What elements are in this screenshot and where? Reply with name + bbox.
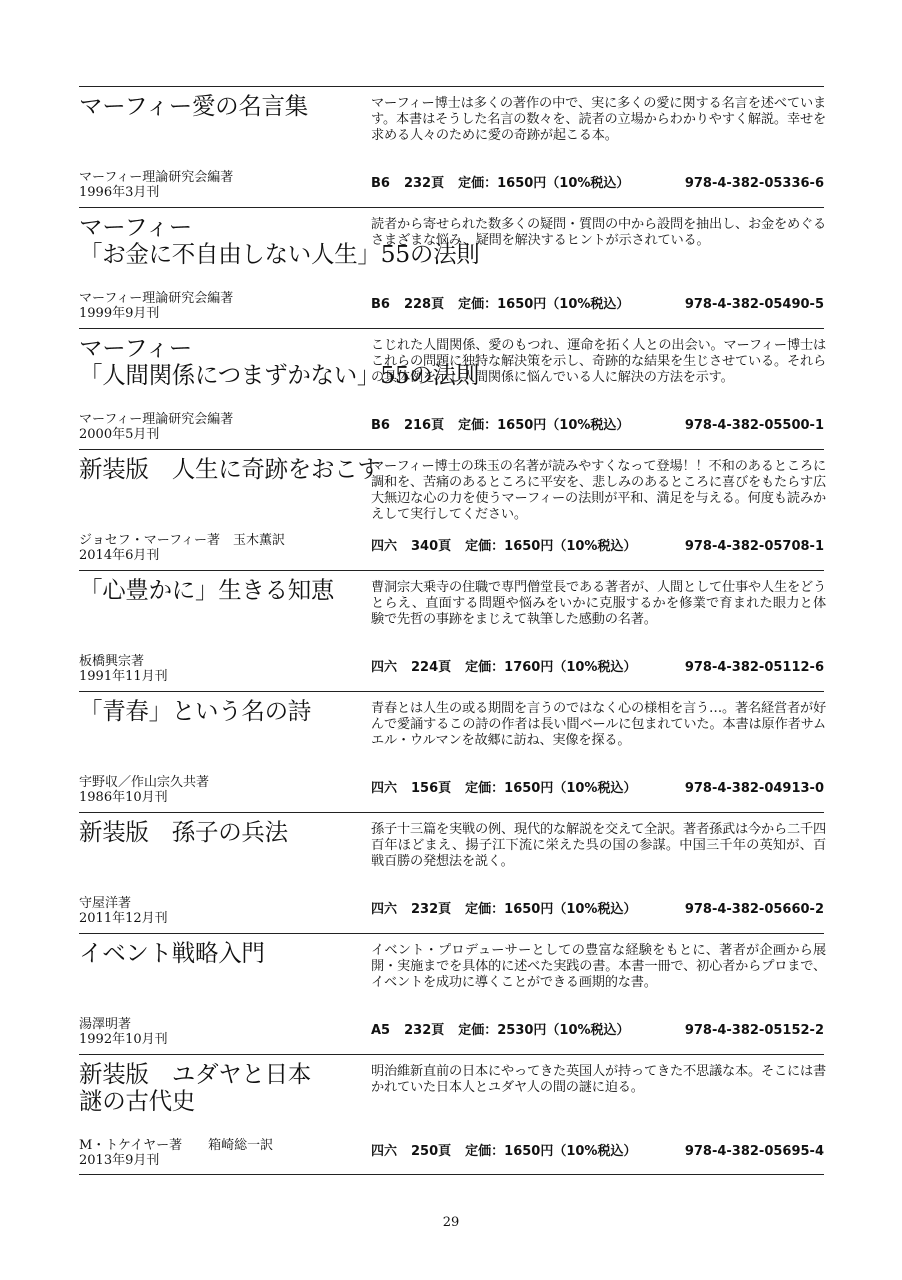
book-title-line: 「青春」という名の詩 — [79, 697, 311, 725]
book-author — [79, 291, 369, 321]
book-isbn: 978-4-382-05695-4 — [684, 1144, 824, 1159]
book-isbn: 978-4-382-04913-0 — [684, 781, 824, 796]
book-format: A5 — [371, 1023, 391, 1038]
book-entry — [79, 691, 824, 812]
book-entry — [79, 570, 824, 691]
author-name: 板橋興宗著 — [79, 654, 145, 669]
book-price: 定価：2530円（10%税込） — [458, 1023, 630, 1038]
book-pages: 232頁 — [404, 1023, 445, 1038]
book-entry — [79, 328, 824, 449]
book-info — [371, 539, 824, 555]
book-title — [79, 577, 369, 604]
book-title-line: マーフィー — [79, 213, 192, 241]
book-catalog — [79, 86, 824, 1175]
book-title — [79, 698, 369, 725]
book-description: マーフィー博士の珠玉の名著が読みやすくなって登場！！不和のあるところに調和を、苦痛のあるところに平安を、悲しみのあるところに喜びをもたらす広大無辺な心の力を使うマーフィーの法則が平和、満足を与える。何度も読みかえして実行してください。 — [371, 459, 826, 522]
book-title-line: イベント戦略入門 — [79, 939, 265, 967]
publish-date: 2000年5月刊 — [79, 427, 160, 442]
book-title-line: マーフィー — [79, 334, 192, 362]
author-name: 守屋洋著 — [79, 896, 132, 911]
book-title-line: 「お金に不自由しない人生」55の法則 — [79, 240, 480, 268]
book-format: B6 — [371, 418, 390, 433]
book-isbn: 978-4-382-05152-2 — [684, 1023, 824, 1038]
book-format: 四六 — [371, 539, 398, 554]
book-entry — [79, 1054, 824, 1175]
book-entry — [79, 86, 824, 207]
book-isbn: 978-4-382-05500-1 — [684, 418, 824, 433]
book-title — [79, 455, 381, 483]
book-description: 明治維新直前の日本にやってきた英国人が持ってきた不思議な本。そこには書かれていた日本人とユダヤ人の間の謎に迫る。 — [371, 1064, 826, 1095]
publish-date: 2011年12月刊 — [79, 911, 168, 926]
book-price: 定価：1650円（10%税込） — [465, 781, 637, 796]
book-price: 定価：1650円（10%税込） — [458, 297, 630, 312]
book-price: 定価：1650円（10%税込） — [465, 1144, 637, 1159]
book-info — [371, 418, 824, 434]
book-price: 定価：1650円（10%税込） — [465, 539, 637, 554]
author-name: マーフィー理論研究会編著 — [79, 170, 234, 185]
book-description: こじれた人間関係、愛のもつれ、運命を拓く人との出会い。マーフィー博士はこれらの問題に独特な解決策を示し、奇跡的な結果を生じさせている。それらの具体例を示し人間関係に悩んでいる人に解決の方法を示す。 — [371, 338, 826, 385]
book-description: 孫子十三篇を実戦の例、現代的な解説を交えて全訳。著者孫武は今から二千四百年ほどまえ、揚子江下流に栄えた呉の国の参謀。中国三千年の英知が、百戦百勝の発想法を説く。 — [371, 822, 826, 869]
book-title — [79, 1061, 369, 1115]
book-title — [79, 334, 480, 389]
book-entry — [79, 812, 824, 933]
author-name: 湯澤明著 — [79, 1017, 132, 1032]
book-title-line: 新装版 人生に奇跡をおこす — [79, 455, 381, 483]
book-description: 青春とは人生の或る期間を言うのではなく心の様相を言う…。著名経営者が好んで愛誦するこの詩の作者は長い間ベールに包まれていた。本書は原作者サムエル・ウルマンを故郷に訪ね、実像を探る。 — [371, 701, 826, 748]
book-price: 定価：1650円（10%税込） — [458, 176, 630, 191]
book-title-line: マーフィー愛の名言集 — [79, 92, 308, 120]
book-description: マーフィー博士は多くの著作の中で、実に多くの愛に関する名言を述べています。本書はそうした名言の数々を、読者の立場からわかりやすく解説。幸せを求める人々のために愛の奇跡が起こる本。 — [371, 96, 826, 143]
book-author — [79, 1017, 369, 1047]
book-format: B6 — [371, 176, 390, 191]
book-format: 四六 — [371, 781, 398, 796]
book-pages: 232頁 — [403, 176, 445, 191]
book-pages: 224頁 — [411, 660, 452, 675]
book-pages: 216頁 — [403, 418, 445, 433]
author-name: マーフィー理論研究会編著 — [79, 412, 234, 427]
book-isbn: 978-4-382-05660-2 — [684, 902, 824, 917]
book-title — [79, 940, 369, 967]
book-info — [371, 297, 824, 313]
publish-date: 2013年9月刊 — [79, 1153, 160, 1168]
book-author — [79, 533, 369, 563]
book-title — [79, 93, 369, 120]
author-name: 宇野収／作山宗久共著 — [79, 775, 210, 790]
book-isbn: 978-4-382-05336-6 — [684, 176, 824, 191]
book-info — [371, 1023, 824, 1039]
publish-date: 1999年9月刊 — [79, 306, 160, 321]
publish-date: 1996年3月刊 — [79, 185, 160, 200]
publish-date: 1992年10月刊 — [79, 1032, 168, 1047]
book-format: 四六 — [371, 902, 398, 917]
book-title-line: 新装版 孫子の兵法 — [79, 818, 288, 846]
book-description: 曹洞宗大乗寺の住職で専門僧堂長である著者が、人間として仕事や人生をどうとらえ、直面する問題や悩みをいかに克服するかを修業で育まれた眼力と体験で先哲の事跡をまじえて執筆した感動の名著。 — [371, 580, 826, 627]
book-info — [371, 902, 824, 918]
author-name: マーフィー理論研究会編著 — [79, 291, 234, 306]
book-pages: 228頁 — [403, 297, 445, 312]
book-format: 四六 — [371, 1144, 398, 1159]
book-format: B6 — [371, 297, 390, 312]
book-isbn: 978-4-382-05708-1 — [684, 539, 824, 554]
book-author — [79, 170, 369, 200]
book-title-line: 新装版 ユダヤと日本 — [79, 1060, 311, 1088]
book-info — [371, 781, 824, 797]
book-pages: 250頁 — [411, 1144, 452, 1159]
book-description: 読者から寄せられた数多くの疑問・質問の中から設問を抽出し、お金をめぐるさまざまな悩み、疑問を解決するヒントが示されている。 — [371, 217, 826, 248]
book-entry — [79, 449, 824, 570]
page-number: 29 — [442, 1215, 460, 1230]
book-info — [371, 660, 824, 676]
book-info — [371, 176, 824, 192]
book-title-line: 「人間関係につまずかない」55の法則 — [79, 361, 480, 389]
publish-date: 1991年11月刊 — [79, 669, 168, 684]
book-author — [79, 654, 369, 684]
publish-date: 2014年6月刊 — [79, 548, 160, 563]
book-format: 四六 — [371, 660, 398, 675]
book-title — [79, 213, 480, 268]
author-name: ジョセフ・マーフィー著 玉木薫訳 — [79, 533, 286, 548]
book-price: 定価：1650円（10%税込） — [465, 902, 637, 917]
book-title-line: 謎の古代史 — [79, 1087, 195, 1115]
book-author — [79, 896, 369, 926]
author-name: M・トケイヤー著 箱崎総一訳 — [79, 1138, 274, 1153]
book-entry — [79, 933, 824, 1054]
book-entry — [79, 207, 824, 328]
publish-date: 1986年10月刊 — [79, 790, 168, 805]
book-pages: 232頁 — [411, 902, 452, 917]
book-price: 定価：1650円（10%税込） — [458, 418, 630, 433]
book-author — [79, 775, 369, 805]
book-info — [371, 1144, 824, 1160]
book-price: 定価：1760円（10%税込） — [465, 660, 637, 675]
book-pages: 156頁 — [411, 781, 452, 796]
book-isbn: 978-4-382-05112-6 — [684, 660, 824, 675]
book-title — [79, 819, 369, 846]
book-author — [79, 412, 369, 442]
book-isbn: 978-4-382-05490-5 — [684, 297, 824, 312]
book-description: イベント・プロデューサーとしての豊富な経験をもとに、著者が企画から展開・実施までを具体的に述べた実践の書。本書一冊で、初心者からプロまで、イベントを成功に導くことができる画期的な書。 — [371, 943, 826, 990]
book-pages: 340頁 — [411, 539, 452, 554]
book-author — [79, 1138, 369, 1168]
book-title-line: 「心豊かに」生きる知恵 — [79, 576, 335, 604]
